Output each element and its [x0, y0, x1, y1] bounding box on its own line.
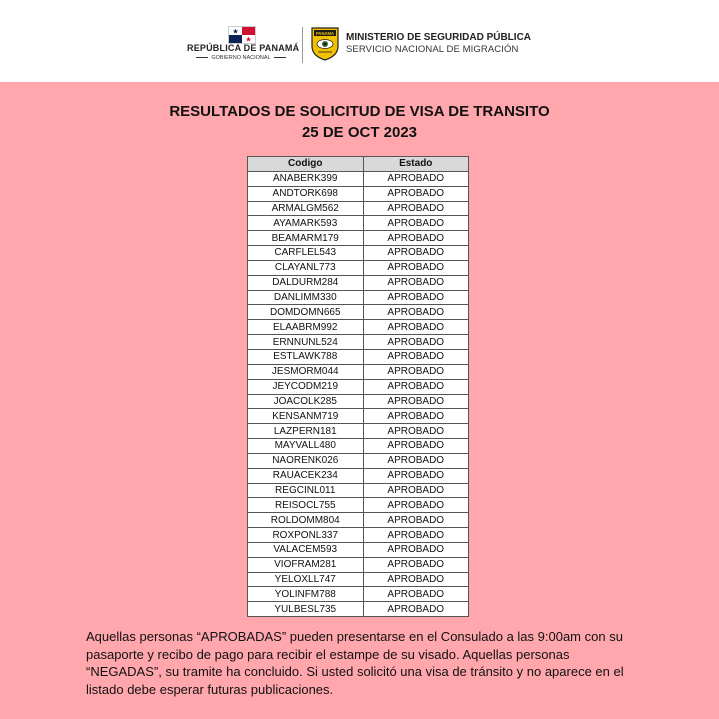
table-row — [248, 483, 469, 498]
cell-estado: APROBADO — [363, 201, 468, 216]
cell-estado: APROBADO — [363, 498, 468, 513]
cell-codigo: ESTLAWK788 — [248, 349, 364, 364]
header-banner — [0, 0, 719, 82]
cell-codigo: JEYCODM219 — [248, 379, 364, 394]
table-row — [248, 572, 469, 587]
column-header-codigo: Codigo — [248, 157, 364, 172]
cell-codigo: YOLINFM788 — [248, 587, 364, 602]
cell-estado: APROBADO — [363, 557, 468, 572]
cell-codigo: VALACEM593 — [248, 542, 364, 557]
panama-flag-icon — [228, 26, 256, 44]
cell-codigo: LAZPERN181 — [248, 424, 364, 439]
cell-codigo: ROXPONL337 — [248, 528, 364, 543]
table-row — [248, 439, 469, 454]
table-row — [248, 201, 469, 216]
cell-codigo: DALDURM284 — [248, 275, 364, 290]
cell-estado: APROBADO — [363, 364, 468, 379]
document-date: 25 DE OCT 2023 — [301, 124, 418, 141]
cell-codigo: ANDTORK698 — [248, 186, 364, 201]
cell-codigo: CARFLEL543 — [248, 246, 364, 261]
table-row — [248, 320, 469, 335]
cell-estado: APROBADO — [363, 320, 468, 335]
cell-estado: APROBADO — [363, 409, 468, 424]
table-row — [248, 260, 469, 275]
table-row — [248, 305, 469, 320]
cell-estado: APROBADO — [363, 379, 468, 394]
cell-codigo: REISOCL755 — [248, 498, 364, 513]
table-row — [248, 602, 469, 617]
table-row — [248, 231, 469, 246]
cell-estado: APROBADO — [363, 394, 468, 409]
cell-codigo: KENSANM719 — [248, 409, 364, 424]
footer-notice: Aquellas personas “APROBADAS” pueden presentarse en el Consulado a las 9:00am con su pasaporte y recibo de pago para recibir el estampe de su visado. Aquellas personas “NEGADAS”, su tramite ha concluido. Si usted solicitó una visa de tránsito y no aparece en el listado debe esperar futuras publicaciones. — [86, 629, 624, 697]
cell-codigo: VIOFRAM281 — [248, 557, 364, 572]
cell-estado: APROBADO — [363, 305, 468, 320]
cell-estado: APROBADO — [363, 260, 468, 275]
cell-estado: APROBADO — [363, 602, 468, 617]
cell-estado: APROBADO — [363, 246, 468, 261]
cell-codigo: ERNNUNL524 — [248, 335, 364, 350]
table-row — [248, 349, 469, 364]
migration-seal-icon — [310, 26, 340, 62]
column-header-estado: Estado — [363, 157, 468, 172]
cell-estado: APROBADO — [363, 216, 468, 231]
cell-estado: APROBADO — [363, 587, 468, 602]
cell-codigo: AYAMARK593 — [248, 216, 364, 231]
cell-codigo: BEAMARM179 — [248, 231, 364, 246]
cell-codigo: JOACOLK285 — [248, 394, 364, 409]
table-row — [248, 453, 469, 468]
results-table-body — [248, 171, 469, 616]
table-row — [248, 498, 469, 513]
table-row — [248, 468, 469, 483]
cell-estado: APROBADO — [363, 542, 468, 557]
cell-codigo: ELAABRM992 — [248, 320, 364, 335]
cell-codigo: ARMALGM562 — [248, 201, 364, 216]
cell-estado: APROBADO — [363, 483, 468, 498]
cell-estado: APROBADO — [363, 528, 468, 543]
table-row — [248, 246, 469, 261]
ministry-name: MINISTERIO DE SEGURIDAD PÚBLICA — [346, 32, 532, 43]
cell-estado: APROBADO — [363, 290, 468, 305]
cell-codigo: RAUACEK234 — [248, 468, 364, 483]
table-row — [248, 275, 469, 290]
cell-codigo: ANABERK399 — [248, 171, 364, 186]
table-row — [248, 290, 469, 305]
table-header-row — [248, 157, 469, 172]
table-row — [248, 171, 469, 186]
table-row — [248, 409, 469, 424]
cell-estado: APROBADO — [363, 335, 468, 350]
cell-codigo: YELOXLL747 — [248, 572, 364, 587]
table-row — [248, 186, 469, 201]
results-table — [247, 156, 469, 617]
cell-estado: APROBADO — [363, 513, 468, 528]
table-row — [248, 364, 469, 379]
cell-estado: APROBADO — [363, 439, 468, 454]
cell-codigo: CLAYANL773 — [248, 260, 364, 275]
table-row — [248, 394, 469, 409]
cell-estado: APROBADO — [363, 275, 468, 290]
cell-codigo: REGCINL011 — [248, 483, 364, 498]
cell-codigo: ROLDOMM804 — [248, 513, 364, 528]
cell-estado: APROBADO — [363, 453, 468, 468]
cell-estado: APROBADO — [363, 468, 468, 483]
cell-codigo: DOMDOMN665 — [248, 305, 364, 320]
cell-codigo: MAYVALL480 — [248, 439, 364, 454]
table-row — [248, 424, 469, 439]
cell-estado: APROBADO — [363, 349, 468, 364]
table-row — [248, 216, 469, 231]
seal-label: PANAMA — [315, 31, 335, 36]
cell-codigo: DANLIMM330 — [248, 290, 364, 305]
cell-estado: APROBADO — [363, 424, 468, 439]
cell-estado: APROBADO — [363, 572, 468, 587]
cell-estado: APROBADO — [363, 186, 468, 201]
cell-codigo: JESMORM044 — [248, 364, 364, 379]
header-divider — [302, 27, 303, 63]
table-row — [248, 587, 469, 602]
table-row — [248, 528, 469, 543]
government-name: REPÚBLICA DE PANAMÁ — [187, 43, 300, 53]
government-subtitle: GOBIERNO NACIONAL — [187, 55, 295, 61]
cell-estado: APROBADO — [363, 231, 468, 246]
document-title: RESULTADOS DE SOLICITUD DE VISA DE TRANSITO — [169, 103, 550, 120]
table-row — [248, 335, 469, 350]
cell-codigo: NAORENK026 — [248, 453, 364, 468]
table-row — [248, 513, 469, 528]
cell-codigo: YULBESL735 — [248, 602, 364, 617]
table-row — [248, 557, 469, 572]
table-row — [248, 379, 469, 394]
cell-estado: APROBADO — [363, 171, 468, 186]
table-row — [248, 542, 469, 557]
ministry-service: SERVICIO NACIONAL DE MIGRACIÓN — [346, 44, 519, 55]
